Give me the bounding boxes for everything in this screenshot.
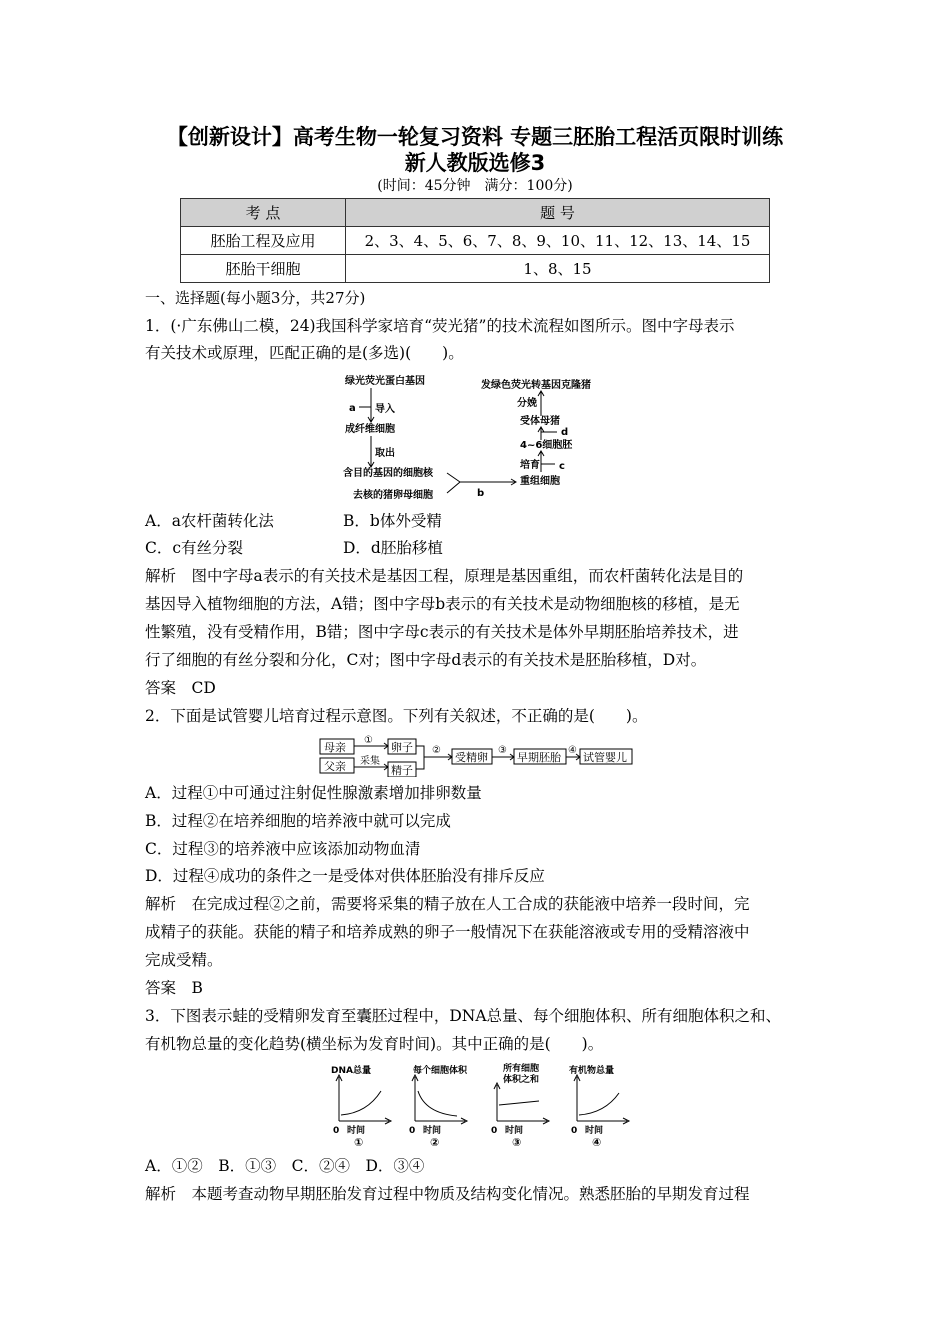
q2-answer: 答案 B — [145, 979, 203, 997]
q3-analysis-line: 解析 本题考查动物早期胚胎发育过程中物质及结构变化情况。熟悉胚胎的早期发育过程 — [145, 1185, 750, 1203]
diagram-label-import: 导入 — [375, 404, 395, 415]
q3-stem-line: 有机物总量的变化趋势(横坐标为发育时间)。其中正确的是( )。 — [145, 1035, 604, 1053]
graph-3-xlabel: 时间 — [505, 1126, 524, 1136]
diagram-label-embryo: 4~6细胞胚 — [520, 440, 573, 451]
q1-answer: 答案 CD — [145, 679, 216, 697]
q1-option-b: B．b体外受精 — [343, 512, 442, 530]
q3-trend-graphs — [325, 1063, 645, 1151]
diagram-label-gene: 绿光荧光蛋白基因 — [345, 376, 425, 387]
step-3: ③ — [498, 745, 507, 756]
table-cell: 胚胎工程及应用 — [181, 227, 346, 255]
q2-option-b: B．过程②在培养细胞的培养液中就可以完成 — [145, 812, 451, 830]
diagram-label-pig: 发绿色荧光转基因克隆猪 — [481, 380, 591, 391]
diagram-label-egg: 去核的猪卵母细胞 — [353, 490, 433, 501]
graph-1-dna-total — [336, 1075, 391, 1124]
graph-3-total-cell-volume — [494, 1083, 549, 1124]
knowledge-point-table — [180, 198, 770, 283]
q3-stem-line: 3．下图表示蛙的受精卵发育至囊胚过程中，DNA总量、每个细胞体积、所有细胞体积之和、 — [145, 1007, 782, 1025]
q2-analysis-line: 成精子的获能。获能的精子和培养成熟的卵子一般情况下在获能溶液或专用的受精溶液中 — [145, 923, 750, 941]
subtitle: (时间：45分钟 满分：100分) — [377, 178, 573, 194]
q2-analysis-line: 解析 在完成过程②之前，需要将采集的精子放在人工合成的获能液中培养一段时间，完 — [145, 895, 750, 913]
label-father: 父亲 — [324, 760, 346, 773]
graph-3-ylabel-2: 体积之和 — [503, 1075, 540, 1085]
q2-stem: 2．下面是试管婴儿培育过程示意图。下列有关叙述，不正确的是( )。 — [145, 707, 648, 725]
graph-4-origin: 0 — [571, 1126, 578, 1136]
graph-2-origin: 0 — [409, 1126, 416, 1136]
graph-3-ylabel-1: 所有细胞 — [503, 1064, 540, 1074]
diagram-letter-a: a — [349, 403, 356, 414]
table-cell: 2、3、4、5、6、7、8、9、10、11、12、13、14、15 — [346, 227, 770, 255]
q1-analysis-line: 基因导入植物细胞的方法，A错；图中字母b表示的有关技术是动物细胞核的移植，是无 — [145, 595, 740, 613]
graph-1-xlabel: 时间 — [347, 1126, 366, 1136]
table-row — [181, 227, 770, 255]
diagram-label-nucleus: 含目的基因的细胞核 — [343, 468, 433, 479]
diagram-letter-b: b — [477, 488, 485, 499]
label-zygote: 受精卵 — [455, 751, 488, 764]
q1-stem-line: 1．(·广东佛山二模，24)我国科学家培育“荧光猪”的技术流程如图所示。图中字母表示 — [145, 317, 735, 335]
table-header-cell: 考 点 — [181, 199, 346, 227]
label-sperm: 精子 — [391, 764, 413, 777]
q2-option-c: C．过程③的培养液中应该添加动物血清 — [145, 840, 421, 858]
q1-flow-diagram — [335, 372, 645, 504]
label-mother: 母亲 — [324, 741, 346, 754]
diagram-label-delivery: 分娩 — [517, 398, 537, 409]
graph-4-number: ④ — [592, 1136, 602, 1149]
graph-3-origin: 0 — [491, 1126, 498, 1136]
diagram-label-recipient: 受体母猪 — [520, 416, 560, 427]
diagram-label-cultivate: 培育 — [520, 460, 540, 471]
q1-analysis-line: 解析 图中字母a表示的有关技术是基因工程，原理是基因重组，而农杆菌转化法是目的 — [145, 567, 744, 585]
step-2: ② — [432, 745, 441, 756]
diagram-label-fibroblast: 成纤维细胞 — [345, 424, 395, 435]
table-cell: 胚胎干细胞 — [181, 255, 346, 283]
label-baby: 试管婴儿 — [583, 751, 627, 764]
graph-2-ylabel: 每个细胞体积 — [413, 1066, 468, 1076]
diagram-label-extract: 取出 — [375, 448, 395, 459]
section-heading: 一、选择题(每小题3分，共27分) — [145, 289, 366, 307]
graph-4-organic-matter — [574, 1075, 629, 1124]
q1-option-d: D．d胚胎移植 — [343, 539, 443, 557]
q2-option-a: A．过程①中可通过注射促性腺激素增加排卵数量 — [145, 784, 482, 802]
graph-4-ylabel: 有机物总量 — [569, 1066, 615, 1076]
table-row — [181, 255, 770, 283]
table-cell: 1、8、15 — [346, 255, 770, 283]
table-header-row — [181, 199, 770, 227]
label-egg: 卵子 — [391, 741, 413, 754]
q2-option-d: D．过程④成功的条件之一是受体对供体胚胎没有排斥反应 — [145, 867, 545, 885]
diagram-label-reconstructed: 重组细胞 — [520, 476, 560, 487]
graph-2-cell-volume — [412, 1075, 467, 1124]
graph-1-ylabel: DNA总量 — [331, 1066, 371, 1076]
label-early-embryo: 早期胚胎 — [517, 751, 561, 764]
diagram-letter-c: c — [559, 461, 565, 472]
graph-1-number: ① — [354, 1136, 364, 1149]
table-header-cell: 题 号 — [346, 199, 770, 227]
graph-1-origin: 0 — [333, 1126, 340, 1136]
graph-2-number: ② — [430, 1136, 440, 1149]
graph-4-xlabel: 时间 — [585, 1126, 604, 1136]
title-line-2: 新人教版选修3 — [404, 151, 546, 175]
q1-option-c: C．c有丝分裂 — [145, 539, 244, 557]
q3-options: A．①② B．①③ C．②④ D．③④ — [145, 1157, 425, 1175]
step-1: ① — [364, 735, 373, 746]
graph-2-xlabel: 时间 — [423, 1126, 442, 1136]
q1-analysis-line: 行了细胞的有丝分裂和分化，C对；图中字母d表示的有关技术是胚胎移植，D对。 — [145, 651, 707, 669]
q2-analysis-line: 完成受精。 — [145, 951, 223, 969]
label-collect: 采集 — [360, 756, 380, 767]
q1-stem-line: 有关技术或原理，匹配正确的是(多选)( )。 — [145, 344, 464, 362]
q2-flow-diagram — [318, 733, 634, 777]
diagram-letter-d: d — [561, 427, 569, 438]
step-4: ④ — [568, 745, 577, 756]
q1-option-a: A．a农杆菌转化法 — [145, 512, 274, 530]
q1-analysis-line: 性繁殖，没有受精作用，B错；图中字母c表示的有关技术是体外早期胚胎培养技术，进 — [145, 623, 739, 641]
graph-3-number: ③ — [512, 1136, 522, 1149]
title-line-1: 【创新设计】高考生物一轮复习资料 专题三胚胎工程活页限时训练 — [166, 125, 784, 149]
